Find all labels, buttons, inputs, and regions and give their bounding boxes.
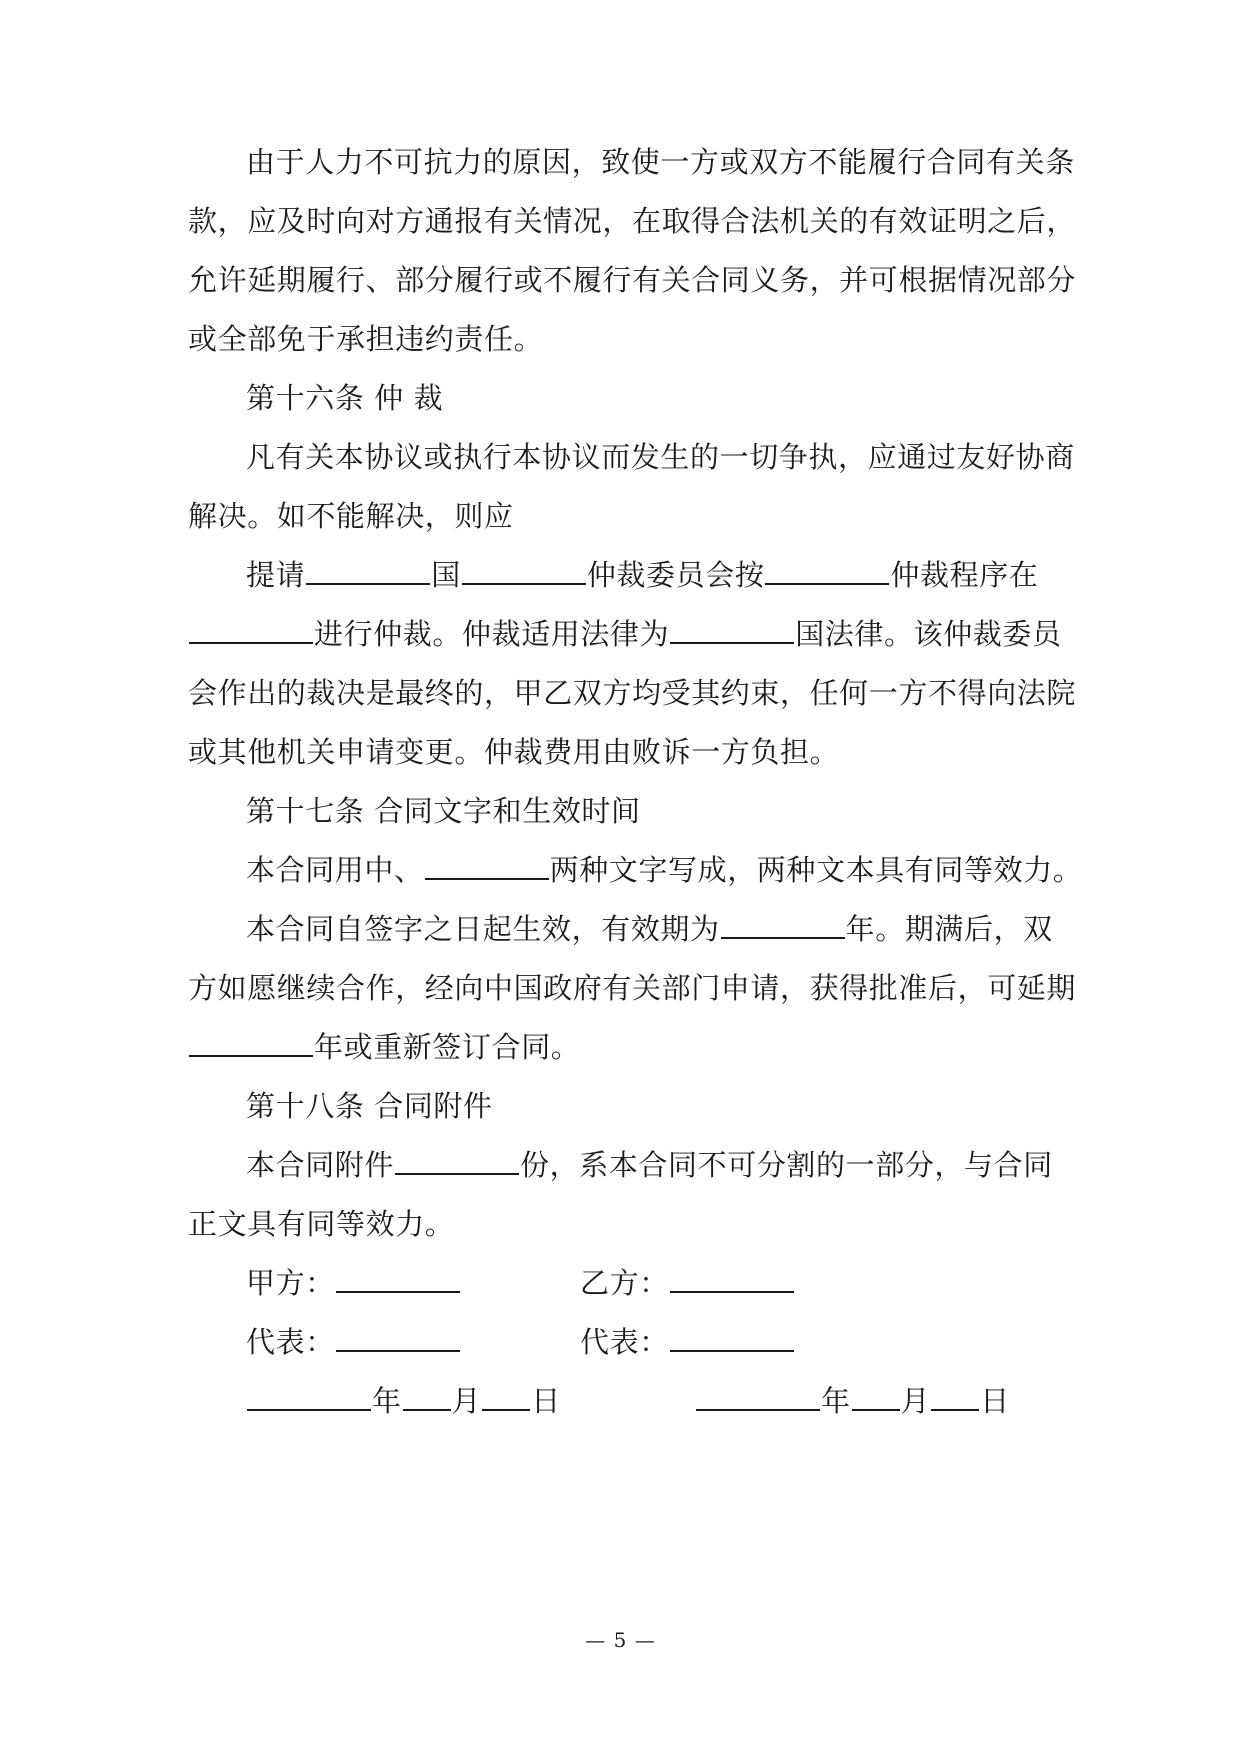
text-fragment: 年或重新签订合同。 [314,1030,581,1064]
text-fragment: 本合同附件 [246,1148,395,1182]
rep-b-group [580,1322,795,1362]
paragraph-dispute-line-2: 解决。如不能解决，则应 [188,499,514,533]
signature-party-row [246,1263,1116,1303]
year-label: 年 [372,1384,402,1418]
paragraph-force-majeure-line-1: 由于人力不可抗力的原因，致使一方或双方不能履行合同有关条 [246,145,1075,179]
text-fragment: 提请 [246,558,306,592]
date-b-day-blank[interactable] [931,1381,979,1411]
text-fragment: 两种文字写成，两种文本具有同等效力。 [549,853,1083,887]
paragraph-dispute-line-1: 凡有关本协议或执行本协议而发生的一切争执，应通过友好协商 [246,440,1075,474]
date-a-day-blank[interactable] [482,1381,530,1411]
date-b-year-blank[interactable] [696,1381,820,1411]
text-fragment: 份，系本合同不可分割的一部分，与合同 [520,1148,1053,1182]
signature-date-row [246,1381,1116,1421]
month-label: 月 [451,1384,482,1418]
month-label: 月 [900,1384,931,1418]
paragraph-attachments-line-2: 正文具有同等效力。 [188,1207,455,1241]
rep-b-label: 代表： [580,1325,669,1359]
page-number: — 5 — [585,1628,656,1652]
rep-b-blank[interactable] [670,1322,794,1352]
rep-a-label: 代表： [246,1325,335,1359]
blank-field[interactable] [721,909,845,939]
paragraph-force-majeure-line-3: 允许延期履行、部分履行或不履行有关合同义务，并可根据情况部分 [188,263,1077,297]
article-17-heading: 第十七条 合同文字和生效时间 [246,794,641,828]
blank-field[interactable] [670,614,794,644]
text-fragment: 进行仲裁。仲裁适用法律为 [314,617,670,651]
day-label: 日 [531,1384,561,1418]
blank-field[interactable] [425,850,549,880]
article-18-heading: 第十八条 合同附件 [246,1089,493,1123]
paragraph-arbitration-line-4: 或其他机关申请变更。仲裁费用由败诉一方负担。 [188,735,840,769]
party-b-label: 乙方： [580,1266,669,1300]
text-fragment: 国 [431,558,461,592]
rep-a-blank[interactable] [336,1322,460,1352]
text-fragment: 年。期满后，双 [845,912,1053,946]
blank-field[interactable] [395,1145,519,1175]
party-b-group [580,1263,795,1303]
signature-representative-row [246,1322,1116,1362]
year-label: 年 [821,1384,851,1418]
article-16-heading: 第十六条 仲 裁 [246,381,444,415]
blank-field[interactable] [189,1027,313,1057]
blank-field[interactable] [189,614,313,644]
paragraph-arbitration-line-3: 会作出的裁决是最终的，甲乙双方均受其约束，任何一方不得向法院 [188,676,1077,710]
paragraph-attachments-line-1 [246,1145,1116,1185]
date-b-month-blank[interactable] [852,1381,900,1411]
party-b-blank[interactable] [670,1263,794,1293]
text-fragment: 本合同自签字之日起生效，有效期为 [246,912,720,946]
party-a-label: 甲方： [246,1266,335,1300]
date-a-month-blank[interactable] [403,1381,451,1411]
date-b-group [695,1381,1010,1421]
day-label: 日 [980,1384,1010,1418]
date-a-year-blank[interactable] [247,1381,371,1411]
blank-field[interactable] [306,555,430,585]
text-fragment: 仲裁程序在 [890,558,1039,592]
paragraph-force-majeure-line-4: 或全部免于承担违约责任。 [188,322,544,356]
text-fragment: 国法律。该仲裁委员 [795,617,1062,651]
paragraph-validity-line-3 [188,1027,1058,1067]
paragraph-validity-line-2: 方如愿继续合作，经向中国政府有关部门申请，获得批准后，可延期 [188,971,1077,1005]
paragraph-validity-line-1 [246,909,1116,949]
paragraph-languages [246,850,1116,890]
paragraph-force-majeure-line-2: 款，应及时向对方通报有关情况，在取得合法机关的有效证明之后， [188,204,1077,238]
paragraph-arbitration-line-1 [246,555,1116,595]
text-fragment: 仲裁委员会按 [586,558,765,592]
blank-field[interactable] [462,555,586,585]
paragraph-arbitration-line-2 [188,614,1062,654]
blank-field[interactable] [765,555,889,585]
text-fragment: 本合同用中、 [246,853,424,887]
party-a-blank[interactable] [336,1263,460,1293]
